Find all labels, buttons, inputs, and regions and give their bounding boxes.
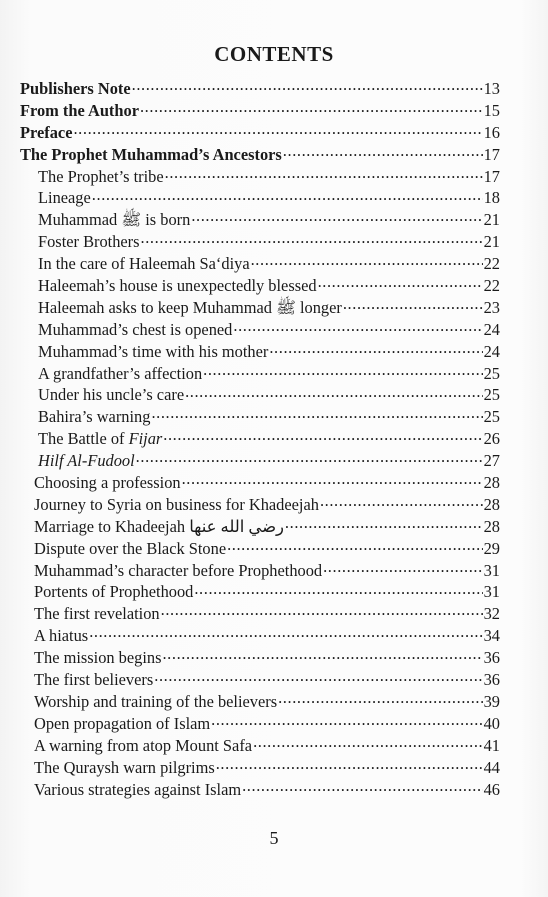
dot-leader — [242, 779, 483, 795]
toc-entry — [20, 581, 500, 603]
toc-entry-page: 28 — [483, 494, 500, 514]
dot-leader — [141, 231, 483, 247]
dot-leader — [227, 538, 483, 554]
toc-entry-title: Haleemah asks to keep Muhammad ﷺ longer — [38, 297, 342, 317]
toc-entry — [20, 363, 500, 385]
toc-entry — [20, 406, 500, 428]
table-of-contents — [20, 78, 500, 800]
toc-entry-page: 25 — [483, 385, 500, 405]
dot-leader — [318, 275, 483, 291]
toc-entry — [20, 472, 500, 494]
toc-entry-page: 31 — [483, 582, 500, 602]
toc-entry-title: The first believers — [34, 670, 154, 690]
toc-entry-page: 28 — [483, 516, 500, 536]
toc-entry — [20, 560, 500, 582]
dot-leader — [203, 363, 482, 379]
toc-entry — [20, 187, 500, 209]
toc-entry — [20, 297, 500, 319]
toc-entry — [20, 100, 500, 122]
toc-entry — [20, 625, 500, 647]
dot-leader — [283, 144, 483, 160]
dot-leader — [92, 187, 483, 203]
dot-leader — [185, 384, 483, 400]
toc-entry-title: The mission begins — [34, 648, 162, 668]
toc-entry-title: Dispute over the Black Stone — [34, 538, 227, 558]
toc-entry-title: In the care of Haleemah Sa‘diya — [38, 254, 250, 274]
toc-entry-page: 22 — [483, 276, 500, 296]
toc-entry-page: 44 — [483, 757, 500, 777]
dot-leader — [132, 78, 483, 94]
toc-entry-page: 17 — [483, 144, 500, 164]
toc-entry-title: A hiatus — [34, 626, 89, 646]
toc-entry-page: 25 — [483, 407, 500, 427]
dot-leader — [136, 450, 483, 466]
toc-entry-page: 25 — [483, 363, 500, 383]
toc-entry — [20, 691, 500, 713]
toc-entry-page: 41 — [483, 735, 500, 755]
toc-entry — [20, 779, 500, 801]
toc-entry — [20, 494, 500, 516]
toc-entry-page: 21 — [483, 232, 500, 252]
toc-entry — [20, 647, 500, 669]
toc-entry-title: Marriage to Khadeejah رضي الله عنها — [34, 516, 284, 536]
toc-entry — [20, 735, 500, 757]
toc-entry — [20, 757, 500, 779]
toc-entry-page: 36 — [483, 670, 500, 690]
toc-entry-title: The Prophet’s tribe — [38, 166, 164, 186]
toc-entry-page: 21 — [483, 210, 500, 230]
toc-entry — [20, 341, 500, 363]
toc-entry — [20, 516, 500, 538]
dot-leader — [194, 581, 482, 597]
dot-leader — [251, 253, 483, 269]
dot-leader — [182, 472, 483, 488]
toc-entry-page: 31 — [483, 560, 500, 580]
dot-leader — [216, 757, 483, 773]
toc-entry-title: Muhammad’s time with his mother — [38, 341, 269, 361]
toc-entry-title: Foster Brothers — [38, 232, 140, 252]
toc-entry-title: Various strategies against Islam — [34, 779, 242, 799]
toc-entry-page: 24 — [483, 319, 500, 339]
toc-entry-page: 24 — [483, 341, 500, 361]
dot-leader — [162, 647, 482, 663]
toc-entry-title: Bahira’s warning — [38, 407, 151, 427]
toc-entry-page: 16 — [483, 122, 500, 142]
toc-entry-page: 22 — [483, 254, 500, 274]
dot-leader — [89, 625, 482, 641]
toc-entry — [20, 319, 500, 341]
dot-leader — [211, 713, 482, 729]
dot-leader — [320, 494, 483, 510]
toc-entry-title: Worship and training of the believers — [34, 691, 278, 711]
dot-leader — [161, 603, 483, 619]
toc-entry — [20, 78, 500, 100]
dot-leader — [233, 319, 482, 335]
toc-entry — [20, 384, 500, 406]
toc-entry-title: Lineage — [38, 188, 91, 208]
dot-leader — [163, 428, 482, 444]
toc-entry-title: Muhammad ﷺ is born — [38, 210, 191, 230]
toc-entry — [20, 122, 500, 144]
toc-entry — [20, 538, 500, 560]
dot-leader — [323, 560, 483, 576]
toc-entry — [20, 231, 500, 253]
toc-entry — [20, 450, 500, 472]
dot-leader — [140, 100, 483, 116]
toc-entry-page: 18 — [483, 188, 500, 208]
contents-heading: CONTENTS — [214, 42, 334, 66]
dot-leader — [343, 297, 483, 313]
toc-entry-page: 23 — [483, 297, 500, 317]
dot-leader — [253, 735, 483, 751]
toc-entry-page: 46 — [483, 779, 500, 799]
toc-entry-title: The Quraysh warn pilgrims — [34, 757, 215, 777]
toc-entry-page: 13 — [483, 79, 500, 98]
dot-leader — [73, 122, 482, 138]
toc-entry-page: 27 — [483, 451, 500, 471]
toc-entry-page: 32 — [483, 604, 500, 624]
dot-leader — [154, 669, 482, 685]
toc-entry-page: 40 — [483, 713, 500, 733]
toc-entry-title: Muhammad’s character before Prophethood — [34, 560, 323, 580]
toc-entry-page: 29 — [483, 538, 500, 558]
toc-entry-title: A grandfather’s affection — [38, 363, 203, 383]
toc-entry-page: 28 — [483, 473, 500, 493]
toc-entry — [20, 144, 500, 166]
dot-leader — [269, 341, 482, 357]
toc-entry-title: Haleemah’s house is unexpectedly blessed — [38, 276, 317, 296]
toc-entry — [20, 275, 500, 297]
dot-leader — [191, 209, 482, 225]
toc-entry-title: The first revelation — [34, 604, 160, 624]
toc-entry-title: Open propagation of Islam — [34, 713, 211, 733]
toc-entry — [20, 253, 500, 275]
dot-leader — [278, 691, 483, 707]
toc-entry-title: Muhammad’s chest is opened — [38, 319, 233, 339]
toc-entry-title: Choosing a profession — [34, 473, 181, 493]
toc-entry-title: Portents of Prophethood — [34, 582, 194, 602]
toc-entry-title: The Prophet Muhammad’s Ancestors — [20, 144, 282, 164]
toc-entry-page: 39 — [483, 691, 500, 711]
toc-entry-title: Publishers Note — [20, 79, 131, 98]
toc-entry — [20, 428, 500, 450]
toc-entry-page: 26 — [483, 429, 500, 449]
toc-entry — [20, 209, 500, 231]
toc-entry-title: From the Author — [20, 100, 139, 120]
toc-entry-title: The Battle of Fijar — [38, 429, 163, 449]
page-number: 5 — [269, 828, 279, 848]
dot-leader — [165, 166, 483, 182]
toc-entry — [20, 603, 500, 625]
toc-entry-page: 17 — [483, 166, 500, 186]
toc-entry-page: 15 — [483, 100, 500, 120]
toc-entry-title: Hilf Al-Fudool — [38, 451, 135, 471]
toc-entry-page: 34 — [483, 626, 500, 646]
toc-entry-title: Journey to Syria on business for Khadeejah — [34, 494, 319, 514]
toc-entry-title: Under his uncle’s care — [38, 385, 185, 405]
toc-entry — [20, 713, 500, 735]
toc-entry-page: 36 — [483, 648, 500, 668]
toc-entry — [20, 669, 500, 691]
toc-entry — [20, 166, 500, 188]
dot-leader — [151, 406, 482, 422]
dot-leader — [285, 516, 483, 532]
toc-entry-title: A warning from atop Mount Safa — [34, 735, 253, 755]
toc-entry-title: Preface — [20, 122, 73, 142]
